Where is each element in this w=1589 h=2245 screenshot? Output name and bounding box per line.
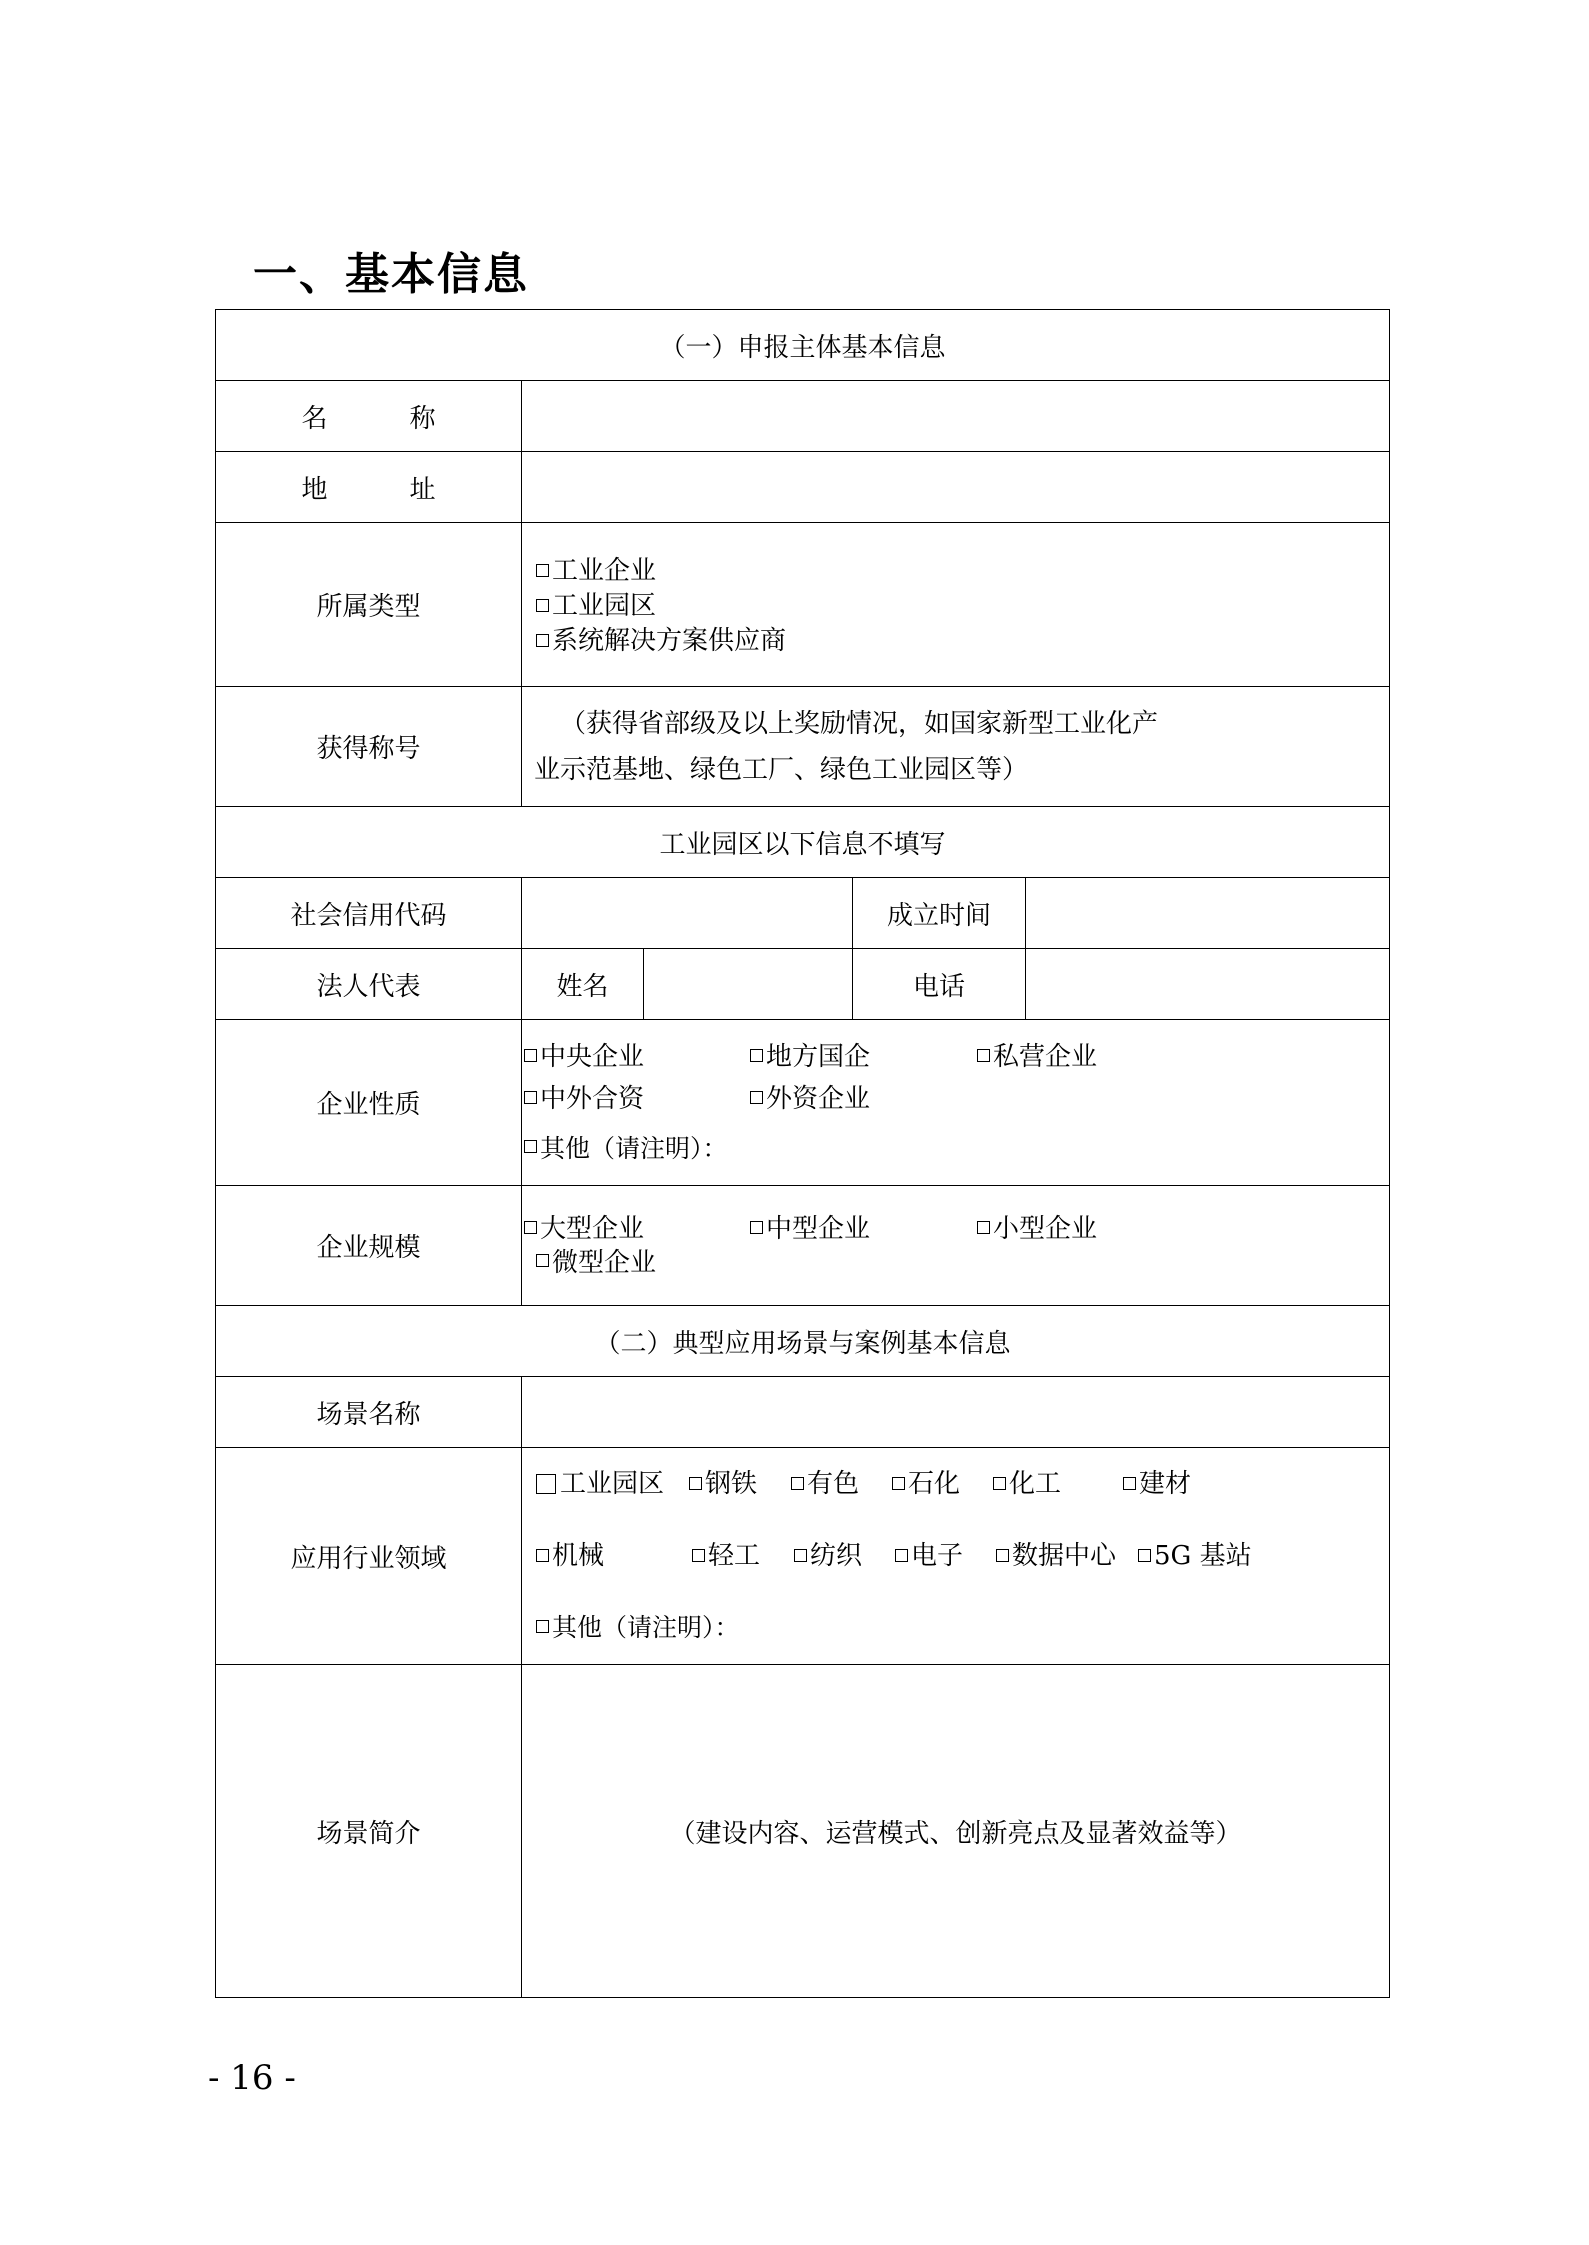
checkbox-icon xyxy=(689,1477,702,1490)
founded-label: 成立时间 xyxy=(853,878,1026,949)
nature-options xyxy=(522,1020,1390,1186)
page-number: - 16 - xyxy=(208,2058,296,2098)
checkbox-icon xyxy=(750,1091,763,1104)
scale-option-small[interactable]: 小型企业 xyxy=(977,1212,1097,1246)
legal-row xyxy=(216,949,1390,1020)
nature-row xyxy=(216,1020,1390,1186)
legal-name-field[interactable] xyxy=(644,949,853,1020)
scale-label: 企业规模 xyxy=(216,1186,522,1306)
scene-name-field[interactable] xyxy=(522,1377,1390,1448)
type-option-industrial-enterprise[interactable]: 工业企业 xyxy=(536,554,1389,589)
checkbox-icon xyxy=(536,1474,556,1494)
industry-option-petrochemical[interactable]: 石化 xyxy=(892,1448,993,1520)
founded-field[interactable] xyxy=(1026,878,1390,949)
section2-title: （二）典型应用场景与案例基本信息 xyxy=(216,1306,1390,1377)
checkbox-icon xyxy=(750,1049,763,1062)
type-label: 所属类型 xyxy=(216,523,522,687)
nature-option-joint-venture[interactable]: 中外合资 xyxy=(524,1077,750,1121)
legal-phone-field[interactable] xyxy=(1026,949,1390,1020)
checkbox-icon xyxy=(892,1477,905,1490)
address-field[interactable] xyxy=(522,452,1390,523)
industry-option-other[interactable]: 其他（请注明）： xyxy=(536,1592,1389,1664)
checkbox-icon xyxy=(1138,1549,1151,1562)
nature-option-central[interactable]: 中央企业 xyxy=(524,1035,750,1079)
type-option-solution-provider[interactable]: 系统解决方案供应商 xyxy=(536,624,1389,659)
checkbox-icon xyxy=(996,1549,1009,1562)
park-note: 工业园区以下信息不填写 xyxy=(216,807,1390,878)
industry-option-light-industry[interactable]: 轻工 xyxy=(692,1520,794,1592)
nature-option-local-state[interactable]: 地方国企 xyxy=(750,1035,977,1079)
legal-label: 法人代表 xyxy=(216,949,522,1020)
type-option-industrial-park[interactable]: 工业园区 xyxy=(536,589,1389,624)
checkbox-icon xyxy=(524,1091,537,1104)
scale-row xyxy=(216,1186,1390,1306)
scale-options xyxy=(522,1186,1390,1306)
industry-option-electronics[interactable]: 电子 xyxy=(895,1520,996,1592)
checkbox-icon xyxy=(1123,1477,1136,1490)
credit-code-label: 社会信用代码 xyxy=(216,878,522,949)
legal-phone-label: 电话 xyxy=(853,949,1026,1020)
type-row xyxy=(216,523,1390,687)
nature-label: 企业性质 xyxy=(216,1020,522,1186)
section1-header-row xyxy=(216,310,1390,381)
checkbox-icon xyxy=(536,634,549,647)
checkbox-icon xyxy=(977,1221,990,1234)
scene-name-label: 场景名称 xyxy=(216,1377,522,1448)
industry-option-machinery[interactable]: 机械 xyxy=(536,1520,692,1592)
industry-option-5g-station[interactable]: 5G 基站 xyxy=(1138,1520,1252,1592)
industry-option-chemical[interactable]: 化工 xyxy=(993,1448,1123,1520)
intro-row xyxy=(216,1665,1390,1998)
intro-note: （建设内容、运营模式、创新亮点及显著效益等） xyxy=(669,1818,1242,1849)
scale-option-large[interactable]: 大型企业 xyxy=(524,1212,750,1246)
industry-option-data-center[interactable]: 数据中心 xyxy=(996,1520,1138,1592)
name-row xyxy=(216,381,1390,452)
checkbox-icon xyxy=(791,1477,804,1490)
nature-option-private[interactable]: 私营企业 xyxy=(977,1035,1097,1079)
checkbox-icon xyxy=(750,1221,763,1234)
legal-name-label: 姓名 xyxy=(522,949,644,1020)
checkbox-icon xyxy=(536,1549,549,1562)
checkbox-icon xyxy=(524,1221,537,1234)
industry-option-park[interactable]: 工业园区 xyxy=(536,1448,689,1520)
section1-title: （一）申报主体基本信息 xyxy=(216,310,1390,381)
honor-note: （获得省部级及以上奖励情况，如国家新型工业化产业示范基地、绿色工厂、绿色工业园区等） xyxy=(534,708,1159,785)
scale-option-medium[interactable]: 中型企业 xyxy=(750,1212,977,1246)
honor-label: 获得称号 xyxy=(216,687,522,807)
checkbox-icon xyxy=(895,1549,908,1562)
industry-row xyxy=(216,1448,1390,1665)
checkbox-icon xyxy=(536,1254,549,1267)
checkbox-icon xyxy=(794,1549,807,1562)
checkbox-icon xyxy=(536,599,549,612)
honor-field[interactable] xyxy=(522,687,1390,807)
address-label: 地 址 xyxy=(216,452,522,523)
nature-option-other[interactable]: 其他（请注明）： xyxy=(524,1127,1389,1171)
intro-field[interactable] xyxy=(522,1665,1390,1998)
name-label: 名 称 xyxy=(216,381,522,452)
scale-option-micro[interactable]: 微型企业 xyxy=(524,1246,1389,1280)
page-heading: 一、基本信息 xyxy=(253,249,529,300)
section2-header-row xyxy=(216,1306,1390,1377)
scene-name-row xyxy=(216,1377,1390,1448)
checkbox-icon xyxy=(977,1049,990,1062)
name-field[interactable] xyxy=(522,381,1390,452)
checkbox-icon xyxy=(993,1477,1006,1490)
industry-options xyxy=(522,1448,1390,1665)
checkbox-icon xyxy=(524,1049,537,1062)
application-form xyxy=(215,309,1390,1998)
credit-row xyxy=(216,878,1390,949)
industry-option-steel[interactable]: 钢铁 xyxy=(689,1448,791,1520)
park-note-row xyxy=(216,807,1390,878)
checkbox-icon xyxy=(692,1549,705,1562)
industry-label: 应用行业领域 xyxy=(216,1448,522,1665)
credit-code-field[interactable] xyxy=(522,878,853,949)
address-row xyxy=(216,452,1390,523)
honor-row xyxy=(216,687,1390,807)
checkbox-icon xyxy=(524,1140,537,1153)
industry-option-building-materials[interactable]: 建材 xyxy=(1123,1448,1191,1520)
intro-label: 场景简介 xyxy=(216,1665,522,1998)
industry-option-nonferrous[interactable]: 有色 xyxy=(791,1448,892,1520)
checkbox-icon xyxy=(536,1620,549,1633)
industry-option-textile[interactable]: 纺织 xyxy=(794,1520,895,1592)
nature-option-foreign[interactable]: 外资企业 xyxy=(750,1077,870,1121)
checkbox-icon xyxy=(536,564,549,577)
type-options xyxy=(522,523,1390,687)
